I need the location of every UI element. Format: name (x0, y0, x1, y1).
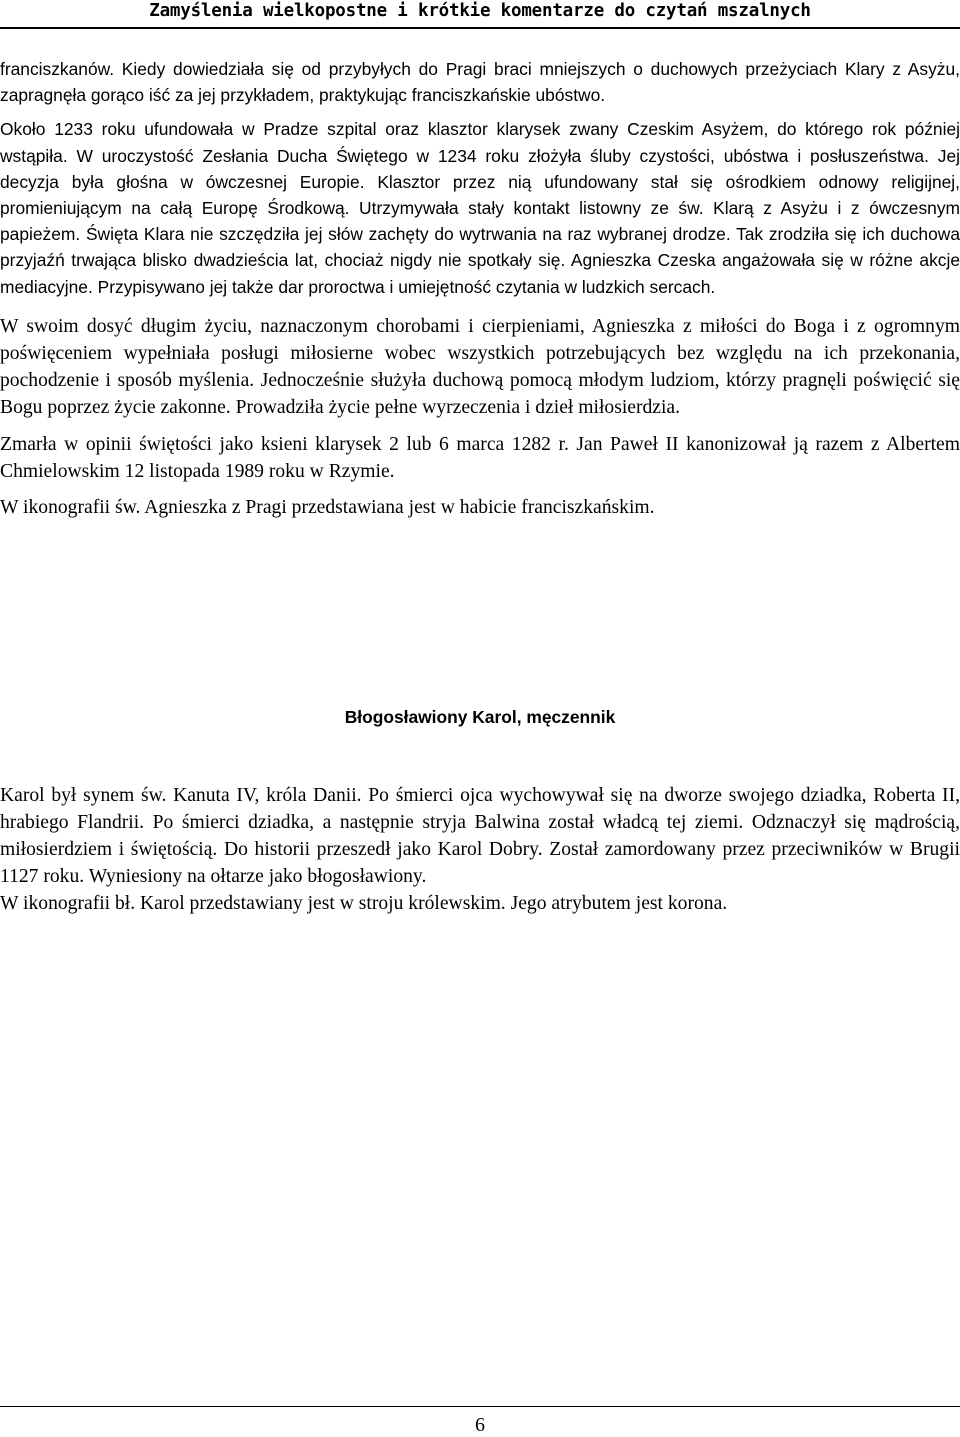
main-text (0, 56, 960, 521)
page-number (0, 1413, 960, 1437)
paragraph-karol-bio: Karol był synem św. Kanuta IV, króla Danii. Po śmierci ojca wychowywał się na dworze swojego dziadka, Roberta II, hrabiego Flandrii. Po śmierci dziadka, a następnie stryja Balwina został władcą tej ziemi. Odznaczył się mądrością, miłosierdziem i świętością. Do historii przeszedł jako Karol Dobry. Został zamordowany przez przeciwników w Brugii 1127 roku. Wyniesiony na ołtarze jako błogosławiony. (0, 785, 960, 887)
section-heading-text: Błogosławiony Karol, męczennik (344, 707, 616, 727)
section-heading (0, 704, 960, 730)
running-header (0, 0, 960, 36)
page-number-text: 6 (475, 1414, 485, 1436)
paragraph-foundation: Około 1233 roku ufundowała w Pradze szpital oraz klasztor klarysek zwany Czeskim Asyżem, do którego rok później wstąpiła. W uroczystość Zesłania Ducha Świętego w 1234 roku złożyła śluby czystości, ubóstwa i posłuszeństwa. Jej decyzja była głośna w ówczesnej Europie. Klasztor przez nią ufundowany stał się ośrodkiem odnowy religijnej, promieniującym na całą Europę Środkową. Utrzymywała stały kontakt listowny ze św. Klarą z Asyżu i z ówczesnym papieżem. Święta Klara nie szczędziła jej słów zachęty do wytrwania na raz wybranej drodze. Tak zrodziła się ich duchowa przyjaźń trwająca blisko dwadzieścia lat, chociaż nigdy nie spotkały się. Agnieszka Czeska angażowała się w różne akcje mediacyjne. Przypisywano jej także dar proroctwa i umiejętność czytania w ludzkich sercach. (0, 119, 960, 297)
running-header-title: Zamyślenia wielkopostne i krótkie komentarze do czytań mszalnych (149, 1, 811, 21)
paragraph-continued: franciszkanów. Kiedy dowiedziała się od przybyłych do Pragi braci mniejszych o duchowych przeżyciach Klary z Asyżu, zapragnęła gorąco iść za jej przykładem, praktykując franciszkańskie ubóstwo. (0, 59, 960, 106)
paragraph-death: Zmarła w opinii świętości jako ksieni klarysek 2 lub 6 marca 1282 r. Jan Paweł II kanonizował ją razem z Albertem Chmielowskim 12 listopada 1989 roku w Rzymie. (0, 433, 960, 482)
section-text (0, 782, 960, 917)
paragraph-karol-iconography: W ikonografii bł. Karol przedstawiany jest w stroju królewskim. Jego atrybutem jest korona. (0, 893, 728, 914)
footer-divider (0, 1406, 960, 1407)
paragraph-life: W swoim dosyć długim życiu, naznaczonym chorobami i cierpieniami, Agnieszka z miłości do Boga i z ogromnym poświęceniem wypełniała posługi miłosierne wobec wszystkich potrzebujących bez względu na ich przekonania, pochodzenie i sposób myślenia. Jednocześnie służyła duchową pomocą młodym ludziom, którzy pragnęli poświęcić się Bogu poprzez życie zakonne. Prowadziła życie pełne wyrzeczenia i dzieł miłosierdzia. (0, 315, 960, 418)
paragraph-iconography: W ikonografii św. Agnieszka z Pragi przedstawiana jest w habicie franciszkańskim. (0, 496, 655, 518)
header-divider (0, 27, 960, 29)
